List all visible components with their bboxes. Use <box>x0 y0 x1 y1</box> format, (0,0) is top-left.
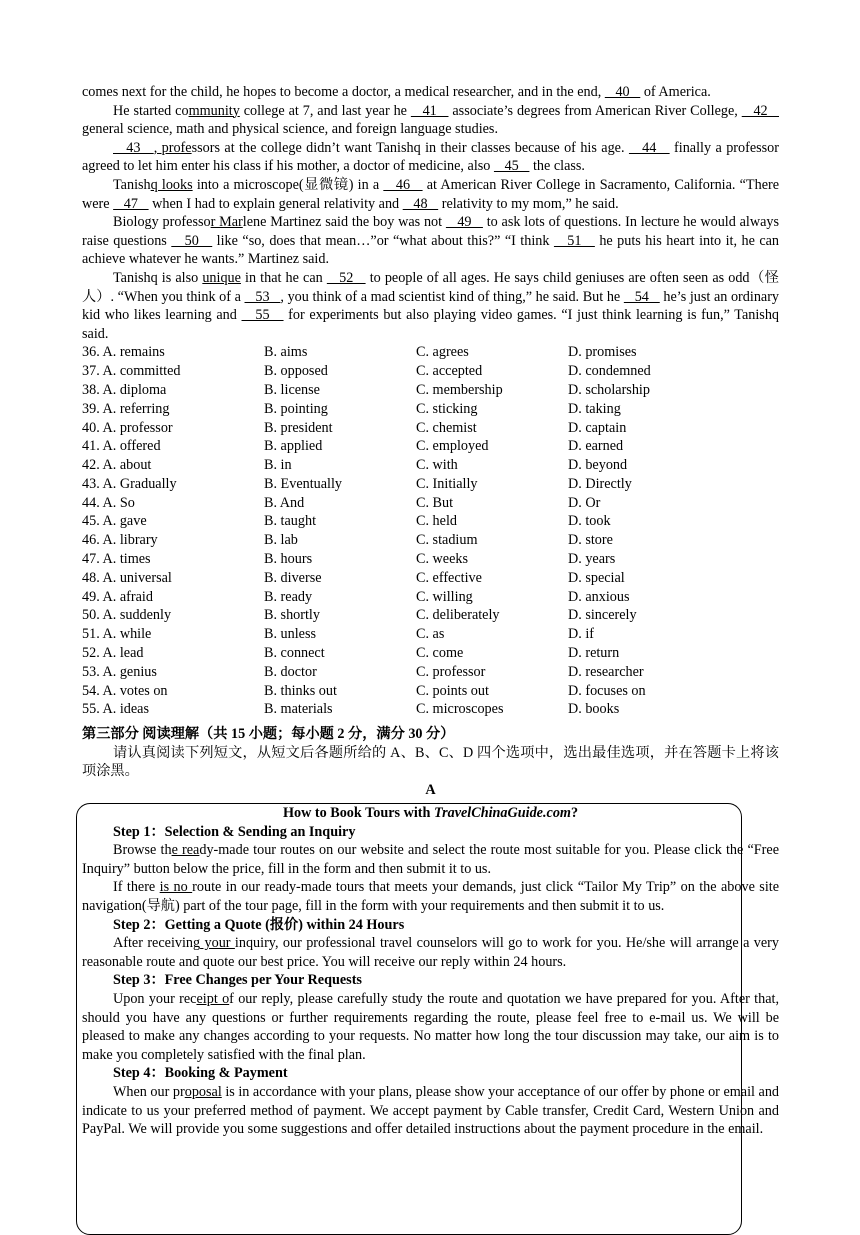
option-d: D. years <box>568 551 616 568</box>
blank-47: 47 <box>113 195 149 212</box>
text: Biology professo <box>113 214 211 231</box>
option-d: D. scholarship <box>568 381 650 398</box>
underlined-text: unique <box>202 269 241 286</box>
option-d: D. special <box>568 569 625 586</box>
option-row <box>82 494 718 513</box>
option-a: 37. A. committed <box>82 363 181 380</box>
option-c: C. Initially <box>416 475 478 492</box>
option-c: C. held <box>416 513 457 530</box>
option-b: B. And <box>264 494 305 511</box>
option-c: C. membership <box>416 381 503 398</box>
text: to ask lots of questions. In lecture he would always raise questions <box>82 214 780 249</box>
underlined-text: q looks <box>150 176 193 193</box>
option-d: D. books <box>568 701 620 718</box>
option-b: B. Eventually <box>264 475 343 492</box>
underlined-text: is no <box>159 879 193 896</box>
text: finally a professor agreed to let him enter his class if his mother, a doctor of medicine, also <box>82 139 779 175</box>
underlined-text: r Mar <box>210 214 243 231</box>
text: f our reply, please carefully study the route and quotation we have prepared for you. After that, should you have any questions or further requirements regarding the route, please feel free to e-mail us. We will be pleased to make any changes according to your requests. No matter how long the tour discussion may take, our aim is to make you completely satisfied with the final plan. <box>82 990 779 1063</box>
option-c: C. sticking <box>416 400 478 417</box>
option-c: C. willing <box>416 588 473 605</box>
text: If there <box>113 879 160 896</box>
option-c: C. deliberately <box>416 607 500 624</box>
text: associate’s degrees from American River College, <box>448 102 742 119</box>
text: dy-made tour routes on our website and select the route most suitable for you. Please click the “Free Inquiry” button below the price, fill in the form and then submit it to us. <box>82 842 779 877</box>
option-d: D. return <box>568 645 620 662</box>
option-a: 36. A. remains <box>82 344 165 361</box>
option-c: C. points out <box>416 682 489 699</box>
option-c: C. agrees <box>416 344 469 361</box>
option-c: C. weeks <box>416 551 469 568</box>
option-b: B. connect <box>264 645 325 662</box>
option-b: B. aims <box>264 344 308 361</box>
article-title <box>82 804 779 823</box>
passage-paragraph <box>82 213 779 269</box>
blank-50: 50 <box>171 232 213 249</box>
article-paragraph <box>82 934 779 971</box>
underlined-text: , profe <box>153 139 192 156</box>
blank-54: 54 <box>623 288 660 305</box>
option-a: 41. A. offered <box>82 438 161 455</box>
section-title: 第三部分 阅读理解（共 15 小题；每小题 2 分，满分 30 分） <box>82 726 455 743</box>
option-row <box>82 588 718 607</box>
option-b: B. shortly <box>264 607 320 624</box>
option-a: 45. A. gave <box>82 513 147 530</box>
text: like “so, does that mean…”or “what about this?” “I think <box>212 232 554 249</box>
option-a: 48. A. universal <box>82 569 172 586</box>
option-c: C. effective <box>416 569 482 586</box>
text: , you think of a mad scientist kind of thing,” he said. But he <box>280 288 624 305</box>
option-b: B. pointing <box>264 400 328 417</box>
option-a: 46. A. library <box>82 532 158 549</box>
option-b: B. ready <box>264 588 313 605</box>
option-a: 50. A. suddenly <box>82 607 172 624</box>
blank-48: 48 <box>402 195 439 212</box>
option-a: 55. A. ideas <box>82 701 149 718</box>
option-b: B. hours <box>264 551 313 568</box>
text: inquiry, our professional travel counselors will go to work for you. He/she will arrange a very reasonable route and quote our best price. You will receive our reply within 24 hours. <box>82 935 779 970</box>
option-d: D. took <box>568 513 611 530</box>
underlined-text: oposal <box>184 1083 222 1100</box>
text: Browse th <box>113 842 172 859</box>
option-row <box>82 419 718 438</box>
option-d: D. Directly <box>568 475 632 492</box>
passage-paragraph <box>82 176 779 213</box>
option-row <box>82 682 718 701</box>
text: to people of all ages. He says child geniuses are often seen as odd（怪人）. “When you think of a <box>82 269 779 305</box>
option-a: 47. A. times <box>82 551 151 568</box>
option-d: D. beyond <box>568 457 628 474</box>
text: in that he can <box>240 269 327 286</box>
option-row <box>82 644 718 663</box>
text: is in accordance with your plans, please show your acceptance of our offer by phone or email and indicate to us your preferred method of payment. We accept payment by Cable transfer, Credit Card, Western Union and PayPal. We will provide you some suggestions and offer detailed instructions about the payment procedure in the email. <box>82 1083 780 1138</box>
option-row <box>82 606 718 625</box>
passage-paragraph <box>82 102 779 139</box>
text: he’s just an ordinary kid who likes learning and <box>82 288 780 324</box>
text: the class. <box>529 158 585 175</box>
option-d: D. if <box>568 626 595 643</box>
option-c: C. professor <box>416 663 486 680</box>
blank-42: 42 <box>741 102 779 119</box>
option-row <box>82 437 718 456</box>
step-heading: Step 2：Getting a Quote (报价) within 24 Hours <box>113 916 405 933</box>
option-a: 39. A. referring <box>82 400 170 417</box>
option-c: C. accepted <box>416 363 483 380</box>
text: When our pr <box>113 1083 185 1100</box>
text: After receiving <box>113 935 201 952</box>
option-b: B. doctor <box>264 663 317 680</box>
text: when I had to explain general relativity and <box>148 195 403 212</box>
blank-49: 49 <box>445 214 483 231</box>
text: college at 7, and last year he <box>239 102 411 119</box>
option-row <box>82 362 718 381</box>
blank-41: 41 <box>410 102 449 119</box>
option-a: 42. A. about <box>82 457 152 474</box>
option-c: C. employed <box>416 438 489 455</box>
option-row <box>82 550 718 569</box>
text: he puts his heart into it, he can achieve whatever he wants.” Martinez said. <box>82 232 780 268</box>
option-b: B. opposed <box>264 363 328 380</box>
section-instruction: 请认真阅读下列短文，从短文后各题所给的 A、B、C、D 四个选项中，选出最佳选项，并在答题卡上将该项涂黑。 <box>82 744 779 780</box>
blank-44: 44 <box>628 139 670 156</box>
text: lene Martinez said the boy was not <box>242 214 446 231</box>
option-d: D. earned <box>568 438 624 455</box>
underlined-text: your <box>200 935 235 952</box>
option-d: D. taking <box>568 400 621 417</box>
option-a: 44. A. So <box>82 494 135 511</box>
text: route in our ready-made tours that meets your demands, just click “Tailor My Trip” on the above site navigation(导航) part of the tour page, fill in the form with your requirements and then submit it to us. <box>82 879 780 914</box>
article-paragraph <box>82 990 779 1064</box>
option-d: D. researcher <box>568 663 644 680</box>
option-a: 51. A. while <box>82 626 152 643</box>
text: He started co <box>113 102 189 119</box>
option-row <box>82 663 718 682</box>
option-row <box>82 381 718 400</box>
blank-46: 46 <box>383 176 423 193</box>
option-d: D. captain <box>568 419 627 436</box>
option-row <box>82 569 718 588</box>
underlined-text: mmunity <box>188 102 240 119</box>
option-b: B. license <box>264 381 320 398</box>
option-a: 38. A. diploma <box>82 381 167 398</box>
step-heading: Step 4：Booking & Payment <box>113 1065 288 1082</box>
option-d: D. sincerely <box>568 607 637 624</box>
text: of America. <box>640 84 711 100</box>
option-row <box>82 531 718 550</box>
option-row <box>82 625 718 644</box>
option-row <box>82 343 718 362</box>
text: into a microscope(显微镜) in a <box>192 176 384 193</box>
option-d: D. promises <box>568 344 637 361</box>
option-a: 54. A. votes on <box>82 682 168 699</box>
option-c: C. chemist <box>416 419 477 436</box>
option-b: B. taught <box>264 513 317 530</box>
blank-53: 53 <box>244 288 281 305</box>
blank-40: 40 <box>604 84 641 100</box>
text: Tanishq is also <box>113 269 203 286</box>
option-c: C. stadium <box>416 532 478 549</box>
option-row <box>82 512 718 531</box>
option-c: C. with <box>416 457 458 474</box>
step-heading: Step 1：Selection & Sending an Inquiry <box>113 823 356 840</box>
options-table <box>82 343 718 719</box>
option-d: D. anxious <box>568 588 630 605</box>
underlined-text: eipt o <box>196 990 230 1007</box>
option-a: 52. A. lead <box>82 645 144 662</box>
option-c: C. But <box>416 494 454 511</box>
text: general science, math and physical science, and foreign language studies. <box>82 121 499 138</box>
option-c: C. microscopes <box>416 701 504 718</box>
option-row <box>82 400 718 419</box>
passage-letter: A <box>425 782 436 799</box>
option-b: B. unless <box>264 626 317 643</box>
text: at American River College in Sacramento, California. “There were <box>82 176 780 212</box>
step-heading: Step 3：Free Changes per Your Requests <box>113 972 362 989</box>
blank-52: 52 <box>326 269 366 286</box>
option-a: 43. A. Gradually <box>82 475 177 492</box>
option-b: B. materials <box>264 701 333 718</box>
option-b: B. diverse <box>264 569 322 586</box>
passage-paragraph <box>82 269 779 343</box>
text: Tanish <box>113 176 151 193</box>
text: ? <box>570 805 579 821</box>
option-a: 40. A. professor <box>82 419 173 436</box>
option-row <box>82 700 718 719</box>
text: comes next for the child, he hopes to become a doctor, a medical researcher, and in the end, <box>82 84 605 100</box>
option-d: D. focuses on <box>568 682 646 699</box>
option-d: D. condemned <box>568 363 651 380</box>
text: relativity to my mom,” he said. <box>438 195 619 212</box>
blank-51: 51 <box>553 232 595 249</box>
option-row <box>82 456 718 475</box>
text: for experiments but also playing video games. “I just think learning is fun,” Tanishq said. <box>82 307 780 342</box>
passage-paragraph <box>82 139 779 176</box>
blank-55: 55 <box>241 307 284 324</box>
text: How to Book Tours with <box>282 805 434 821</box>
article-paragraph <box>82 1083 779 1139</box>
option-d: D. store <box>568 532 613 549</box>
underlined-text: e rea <box>171 842 200 859</box>
site-name: TravelChinaGuide.com <box>433 805 571 821</box>
article-paragraph <box>82 878 779 915</box>
blank-45: 45 <box>493 158 530 175</box>
article-paragraph <box>82 841 779 878</box>
option-d: D. Or <box>568 494 601 511</box>
option-row <box>82 475 718 494</box>
option-b: B. president <box>264 419 333 436</box>
option-b: B. applied <box>264 438 323 455</box>
option-b: B. in <box>264 457 292 474</box>
option-c: C. as <box>416 626 445 643</box>
passage-paragraph <box>82 83 779 102</box>
article-a <box>82 804 779 1139</box>
blank-43: 43 <box>113 139 154 156</box>
cloze-section <box>82 83 779 799</box>
text: Upon your rec <box>113 990 197 1007</box>
option-a: 53. A. genius <box>82 663 157 680</box>
option-b: B. thinks out <box>264 682 337 699</box>
option-c: C. come <box>416 645 464 662</box>
option-b: B. lab <box>264 532 298 549</box>
option-a: 49. A. afraid <box>82 588 153 605</box>
text: ssors at the college didn’t want Tanishq in their classes because of his age. <box>191 139 629 156</box>
